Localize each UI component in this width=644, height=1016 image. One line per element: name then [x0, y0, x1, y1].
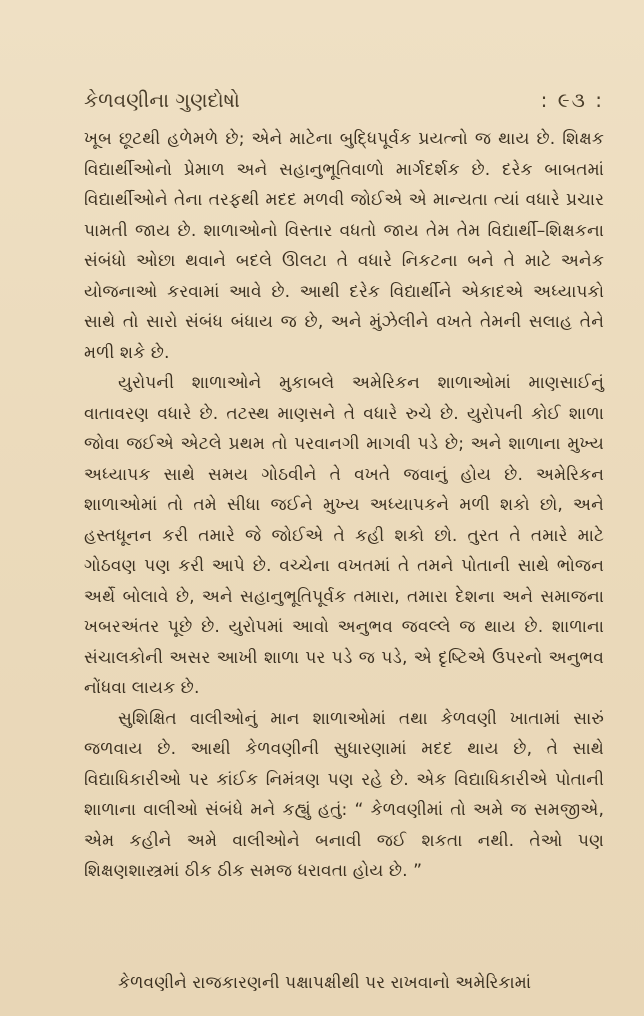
- page-number: : ૯૩ :: [540, 88, 604, 112]
- body-text: [84, 124, 604, 887]
- continuing-paragraph-line: કેળવણીને રાજકારણની પક્ષાપક્ષીથી પર રાખવાનો અમેરિકામાં: [118, 973, 532, 993]
- paragraph-2: યુરોપની શાળાઓને મુકાબલે અમેરિકન શાળાઓમાં માણસાઈનું વાતાવરણ વધારે છે. તટસ્થ માણસને તે વધારે રુચે છે. યુરોપની કોઈ શાળા જોવા જઈએ એટલે પ્રથમ તો પરવાનગી માગવી પડે છે; અને શાળાના મુખ્ય અધ્યાપક સાથે સમય ગોઠવીને તે વખતે જવાનું હોય છે. અમેરિકન શાળાઓમાં તો તમે સીધા જઈને મુખ્ય અધ્યાપકને મળી શકો છો, અને હસ્તધૂનન કરી તમારે જે જોઈએ તે કહી શકો છો. તુરત તે તમારે માટે ગોઠવણ પણ કરી આપે છે. વચ્ચેના વખતમાં તે તમને પોતાની સાથે ભોજન અર્થે બોલાવે છે, અને સહાનુભૂતિપૂર્વક તમારા, તમારા દેશના અને સમાજના ખબરઅંતર પૂછે છે. યુરોપમાં આવો અનુભવ જવલ્લે જ થાય છે. શાળાના સંચાલકોની અસર આખી શાળા પર પડે જ પડે, એ દૃષ્ટિએ ઉપરનો અનુભવ નોંધવા લાયક છે.: [84, 373, 604, 698]
- paragraph-1: ખૂબ છૂટથી હળેમળે છે; એને માટેના બુદ્ધિપૂર્વક પ્રયત્નો જ થાય છે. શિક્ષક વિદ્યાર્થીઓનો પ્રેમાળ અને સહાનુભૂતિવાળો માર્ગદર્શક છે. દરેક બાબતમાં વિદ્યાર્થીઓને તેના તરફથી મદદ મળવી જોઈએ એ માન્યતા ત્યાં વધારે પ્રચાર પામતી જાય છે. શાળાઓનો વિસ્તાર વધતો જાય તેમ તેમ વિદ્યાર્થી–શિક્ષકના સંબંધો ઓછા થવાને બદલે ઊલટા તે વધારે નિકટના બને તે માટે અનેક યોજનાઓ કરવામાં આવે છે. આથી દરેક વિદ્યાર્થીને એકાદએ અધ્યાપકો સાથે તો સારો સંબંધ બંધાય જ છે, અને મુંઝેલીને વખતે તેમની સલાહ તેને મળી શકે છે.: [84, 129, 604, 363]
- running-head: કેળવણીના ગુણદોષો: [84, 88, 240, 112]
- paragraph-3: સુશિક્ષિત વાલીઓનું માન શાળાઓમાં તથા કેળવણી ખાતામાં સારું જળવાય છે. આથી કેળવણીની સુધારણામાં મદદ થાય છે, તે સાથે વિદ્યાધિકારીઓ પર કાંઈક નિમંત્રણ પણ રહે છે. એક વિદ્યાધિકારીએ પોતાની શાળાના વાલીઓ સંબંધે મને કહ્યું હતું: “ કેળવણીમાં તો અમે જ સમજીએ, એમ કહીને અમે વાલીઓને બનાવી જઈ શકતા નથી. તેઓ પણ શિક્ષણશાસ્ત્રમાં ઠીક ઠીક સમજ ધરાવતા હોય છે. ”: [84, 708, 604, 881]
- page-header: [84, 82, 604, 118]
